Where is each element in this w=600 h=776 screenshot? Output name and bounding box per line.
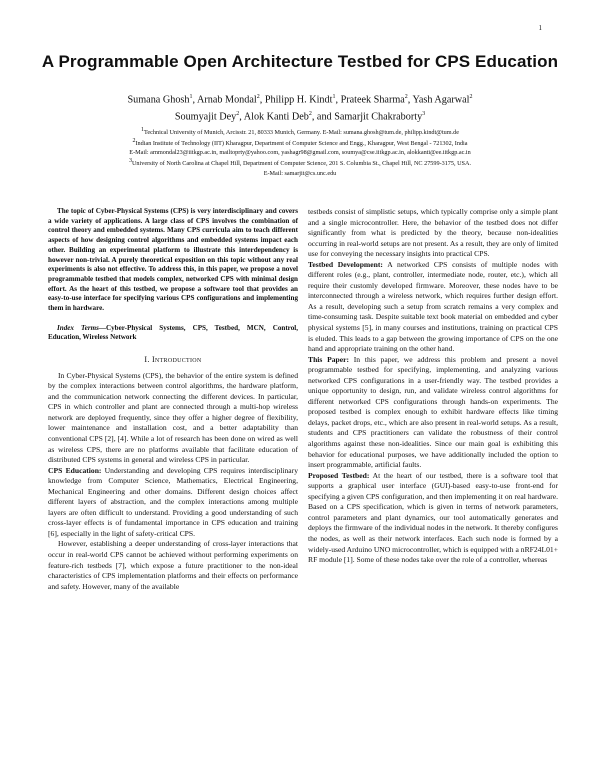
author-line-1: Sumana Ghosh$^1$, Arnab Mondal$^2$, Philipp H. Kindt$^1$, Prateek Sharma$^2$, Yash Agarwal$^2$ [127,94,473,106]
affiliation-line [30,126,570,137]
author-affiliation-mark: 1 [332,94,336,100]
affiliation-mark: 2 [132,138,136,145]
index-terms-text: —Cyber-Physical Systems, CPS, Testbed, MCN, Control, Education, Wireless Network [48,323,298,342]
paragraph-text: In this paper, we address this problem and present a novel programmable testbed for specifying, implementing, and analyzing various networked CPS configurations in a user-friendly way. The testbed provides a unique opportunity to design, run, and validate wireless control algorithms for different networked CPS configurations through hands-on experiments. The proposed testbed is complex enough to exhibit hardware effects like timing delays, packet drops, etc., which are also present in real-world setups. As a result, students and CPS practitioners can validate the robustness of their control algorithms against these non-idealities. Since our main goal is exhibiting this behavior for educational purposes, we have additionally included the option to insert programmable, artificial faults. [308,354,558,470]
right-column [308,207,558,566]
paragraph-text: However, establishing a deeper understanding of cross-layer interactions that occur in real-world CPS cannot be achieved without performing experiments on feature-rich testbeds [7], which expose a future practitioner to the non-ideal characteristics of CPS implementation platforms and their effects on performance and safety. However, many of the available [48,539,298,591]
author-name: Soumyajit Dey [174,111,237,123]
affiliation-mark: 3 [128,158,132,165]
paragraph-text: A networked CPS consists of multiple nodes with different roles (e.g., plant, controller, intermediate node, router, etc.), which all require their customly developed firmware. Moreover, these nodes have to be interconnected through a wireless network, which requires further design effort. As a result, developing such a setup from scratch remains a very complex and time-consuming task. Despite suitable text book material on embedded and cyber physical systems [5], in many courses and institutions, training on practical CPS is eluded. This leads to a gap between the growing importance of CPS on the one hand and appropriate training on the other hand. [308,259,558,354]
author-affiliation-mark: 2 [256,94,260,100]
paragraph-text: Understanding and developing CPS requires interdisciplinary knowledge from Computer Science, Mathematics, Electrical Engineering, Mechanical Engineering and other domains. Different design choices affect different layers of abstraction, and the complex interactions among multiple layers are often difficult to understand. Providing a good understanding of such cross-layer effects is of fundamental importance in CPS education and training [6], especially in the light of safety-critical CPS. [48,465,298,538]
abstract [48,207,298,314]
author-affiliation-mark: 2 [469,94,473,100]
affiliation-text: E-Mail: samarjit@cs.unc.edu [263,169,337,177]
left-body [48,371,298,592]
body-paragraph [308,260,558,355]
section-heading: I. Introduction [144,355,202,365]
index-terms [48,324,298,343]
affiliation-text: Indian Institute of Technology (IIT) Kharagpur, Department of Computer Science and Engg., Kharagpur, West Bengal - 721302, India [135,140,468,148]
paragraph-text: At the heart of our testbed, there is a software tool that supports a graphical user interface (GUI)-based easy-to-use front-end for specifying a given CPS configuration, and then implementing it on real hardware. Based on a CPS specification, which is given in terms of network parameters, control parameters and plant dynamics, our tool automatically generates and deploys the firmware of the individual nodes in the network. It thereby configures the nodes, as well as their network interfaces. Each such node is formed by a widely-used Arduino UNO microcontroller, which is equipped with a nRF24L01+ RF module [1]. Some of these nodes take over the role of a controller, whereas [308,470,558,565]
author-name: Yash Agarwal [412,94,470,106]
author-affiliation-mark: 2 [404,94,408,100]
body-paragraph [48,371,298,466]
affiliation-line [30,148,570,157]
author-name: Sumana Ghosh [127,94,190,106]
author-name: Philipp H. Kindt [264,94,333,106]
left-column [48,207,298,592]
author-name: Prateek Sharma [340,94,405,106]
affiliation-text: Technical University of Munich, Arcisstr. 21, 80333 Munich, Germany. E-Mail: sumana.ghosh@tum.de, philipp.kindt@tum.de [144,129,459,137]
author-name: Alok Kanti Deb [243,111,309,123]
author-list [40,90,560,125]
paragraph-lead: Testbed Development: [308,259,383,269]
paragraph-lead: This Paper: [308,354,350,364]
paragraph-text: In Cyber-Physical Systems (CPS), the behavior of the entire system is defined by the complex interactions between control algorithms, the hardware platform, and the communication network connecting the different devices. In particular, CPS in which controller and plant are connected through a multi-hop wireless network are deployed frequently, since they offer a higher degree of flexibility, lower maintenance and installation cost, and a better adaptability than conventional CPS [2], [4]. While a lot of research has been done on wired as well as wireless CPS, there are no platforms available that facilitate education of distributed CPS systems in general and wireless CPS in particular. [48,370,298,465]
affiliation-text: E-Mail: arnmondal23@iitkgp.ac.in, mailtoprty@yahoo.com, yashagr98@gmail.com, soumya@cse.iitkgp.ac.in, alokkanti@ee.iitkgp.ac.in [129,149,471,157]
body-paragraph [308,355,558,471]
paper-title: A Programmable Open Architecture Testbed for CPS Education [41,52,559,71]
author-line-2: Soumyajit Dey$^2$, Alok Kanti Deb$^2$, and Samarjit Chakraborty$^3$ [174,111,426,123]
author-affiliation-mark: 2 [236,111,240,118]
affiliation-line [30,169,570,178]
author-name: Samarjit Chakraborty [334,111,423,123]
author-affiliation-mark: 1 [189,94,193,100]
page-number: 1 [538,24,542,32]
right-body [308,207,558,566]
body-paragraph [48,466,298,540]
affiliation-text: University of North Carolina at Chapel Hill, Department of Computer Science, 201 S. Columbia St., Chapel Hill, NC 27599-3175, USA. [131,160,472,168]
index-terms-lead: Index Terms [57,323,99,332]
paragraph-lead: CPS Education: [48,465,102,475]
affiliation-line [30,137,570,148]
author-affiliation-mark: 3 [422,111,426,118]
abstract-text: The topic of Cyber-Physical Systems (CPS) is very interdisciplinary and covers a wide variety of applications. A large class of CPS involves the combination of control theory and embedded systems. Many CPS curricula aim to teach different aspects of how designing control algorithms and embedded systems impact each other. Building an experimental platform to illustrate this interdependency is however non-trivial. A purely theoretical exposition on this topic without any real experiments is also not effective. To address this, in this paper, we propose a novel programmable testbed that models complex, networked CPS with minimal design effort. As the heart of this testbed, we propose a software tool that provides an easy-to-use interface for specifying various CPS configurations and implementing them in hardware. [48,207,298,313]
author-name: Arnab Mondal [197,94,257,106]
author-affiliation-mark: 2 [308,111,312,118]
body-paragraph [308,207,558,260]
affiliations [30,126,570,178]
affiliation-mark: 1 [141,127,145,133]
paragraph-text: testbeds consist of simplistic setups, which typically comprise only a simple plant and a single microcontroller. Here, the behavior of the testbed does not differ significantly from what is predicted by the theory, because non-idealities occurring in real-world setups are not present. As a result, they are only of limited use for conveying the necessary insights into practical CPS. [308,207,558,259]
body-paragraph [48,539,298,592]
affiliation-line [30,157,570,168]
body-paragraph [308,471,558,566]
paragraph-lead: Proposed Testbed: [308,470,370,480]
